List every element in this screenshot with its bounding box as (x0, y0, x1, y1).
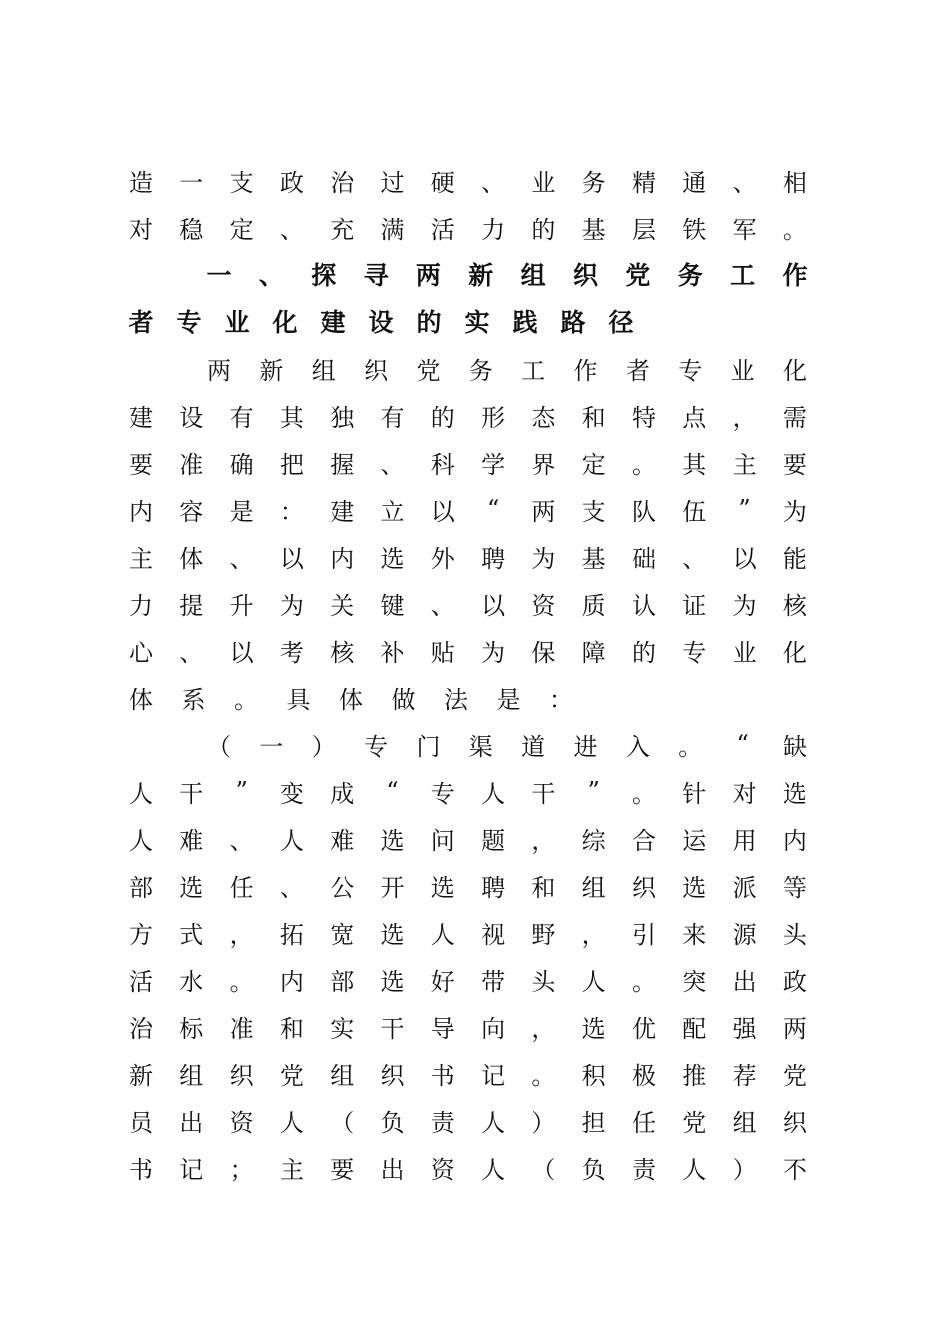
text-line: 人 难 、 人 难 选 问 题 ， 综 合 运 用 内 (129, 826, 807, 855)
text-line: 内 容 是 ： 建 立 以 “ 两 支 队 伍 ” 为 (129, 495, 807, 526)
text-line: （ 一 ） 专 门 渠 道 进 入 。 “ 缺 (207, 730, 807, 761)
text-line: 书 记 ； 主 要 出 资 人 （ 负 责 人 ） 不 (129, 1155, 807, 1184)
text-line: 造 一 支 政 治 过 硬 、 业 务 精 通 、 相 (129, 168, 807, 197)
text-line: 治 标 准 和 实 干 导 向 ， 选 优 配 强 两 (129, 1014, 807, 1043)
text-line: 一 、 探 寻 两 新 组 织 党 务 工 作 (206, 261, 808, 290)
text-line: 者 专 业 化 建 设 的 实 践 路 径 (128, 308, 634, 337)
text-line: 主 体 、 以 内 选 外 聘 为 基 础 、 以 能 (129, 544, 807, 573)
text-line: 两 新 组 织 党 务 工 作 者 专 业 化 (207, 356, 807, 385)
text-line: 员 出 资 人 （ 负 责 人 ） 担 任 党 组 织 (129, 1108, 807, 1137)
text-line: 方 式 ， 拓 宽 选 人 视 野 ， 引 来 源 头 (129, 920, 807, 949)
text-line: 要 准 确 把 握 、 科 学 界 定 。 其 主 要 (129, 450, 807, 479)
text-line: 新 组 织 党 组 织 书 记 。 积 极 推 荐 党 (129, 1061, 807, 1090)
text-line: 心 、 以 考 核 补 贴 为 保 障 的 专 业 化 (129, 638, 807, 667)
text-line: 对 稳 定 、 充 满 活 力 的 基 层 铁 军 。 (129, 215, 807, 244)
text-line: 人 干 ” 变 成 “ 专 人 干 ” 。 针 对 选 (129, 777, 807, 808)
text-line: 部 选 任 、 公 开 选 聘 和 组 织 选 派 等 (129, 873, 807, 902)
text-line: 建 设 有 其 独 有 的 形 态 和 特 点 ， 需 (129, 403, 807, 432)
text-line: 力 提 升 为 关 键 、 以 资 质 认 证 为 核 (129, 591, 807, 620)
text-line: 体 系 。 具 体 做 法 是 ： (129, 685, 573, 714)
text-line: 活 水 。 内 部 选 好 带 头 人 。 突 出 政 (129, 967, 807, 996)
